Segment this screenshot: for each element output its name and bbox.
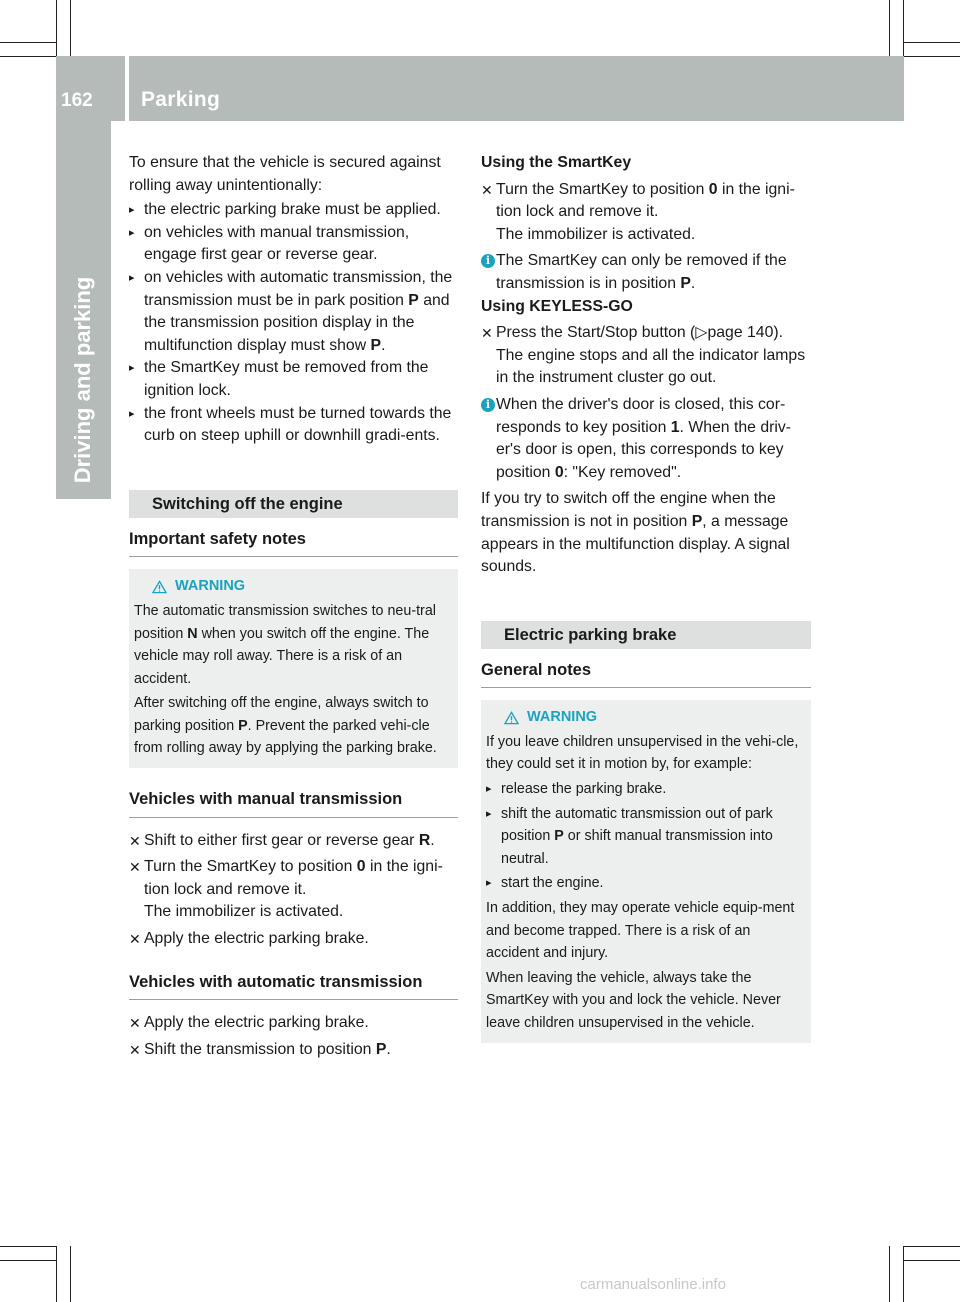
subheading: Using KEYLESS-GO xyxy=(481,297,633,315)
warning-text: In addition, they may operate vehicle equip-ment and become trapped. There is a risk of an accident and injury. xyxy=(486,900,795,962)
crop-mark xyxy=(904,1260,960,1261)
subsection-heading: Vehicles with manual transmission xyxy=(129,788,458,818)
list-item: ▸ shift the automatic transmission out of park position P or shift manual transmission into neutral. xyxy=(486,803,802,871)
left-column xyxy=(129,152,458,1061)
crop-mark xyxy=(70,1246,71,1302)
instruction-step: ✕ Apply the electric parking brake. xyxy=(129,1012,458,1035)
warning-triangle-icon xyxy=(504,711,519,725)
warning-box xyxy=(129,569,458,768)
crop-mark xyxy=(904,1246,960,1247)
step-arrow-icon: ✕ xyxy=(481,325,493,342)
step-result: The engine stops and all the indicator lamps in the instrument cluster go out. xyxy=(496,346,806,387)
list-item: ▸ on vehicles with automatic transmission, the transmission must be in park position P and the transmission position display in the multifunction display must show P. xyxy=(129,267,458,357)
step-result: The immobilizer is activated. xyxy=(496,225,696,243)
list-item: ▸ the electric parking brake must be applied. xyxy=(129,199,458,222)
list-item: ▸ the SmartKey must be removed from the ignition lock. xyxy=(129,357,458,402)
subsection-heading: Vehicles with automatic transmission xyxy=(129,971,458,1001)
info-note: i When the driver's door is closed, this cor-responds to key position 1. When the driv-er's door is open, this corresponds to key position 0: "Key removed". xyxy=(481,394,811,484)
body-paragraph: If you try to switch off the engine when the transmission is not in position P, a message appears in the multifunction display. A signal sounds. xyxy=(481,490,790,576)
section-title: Switching off the engine xyxy=(129,490,458,518)
crop-mark xyxy=(0,56,56,57)
crop-mark xyxy=(56,0,57,56)
instruction-step: ✕ Turn the SmartKey to position 0 in the igni-tion lock and remove it. The immobilizer is activated. xyxy=(129,858,443,921)
step-arrow-icon: ✕ xyxy=(129,1015,141,1032)
crop-mark xyxy=(889,1246,890,1302)
section-title: Electric parking brake xyxy=(481,621,811,649)
step-arrow-icon: ✕ xyxy=(129,859,141,876)
instruction-step: ✕ Turn the SmartKey to position 0 in the igni-tion lock and remove it. The immobilizer is activated. xyxy=(481,180,795,243)
list-item: ▸ on vehicles with manual transmission, engage first gear or reverse gear. xyxy=(129,222,458,267)
list-item: ▸ start the engine. xyxy=(486,872,802,895)
list-item: ▸ the front wheels must be turned towards the curb on steep uphill or downhill gradi-ents. xyxy=(129,403,458,448)
header-divider xyxy=(125,56,129,121)
page-reference-link[interactable]: page 140 xyxy=(707,324,774,342)
instruction-step: ✕ Shift the transmission to position P. xyxy=(129,1039,458,1062)
step-arrow-icon: ✕ xyxy=(129,832,141,849)
warning-text: The automatic transmission switches to neu-tral position N when you switch off the engine. The vehicle may roll away. There is a risk of an accident. xyxy=(134,602,436,687)
crop-mark xyxy=(0,1260,56,1261)
subheading: Using the SmartKey xyxy=(481,154,632,171)
page-ref-icon: ▷ xyxy=(695,324,708,342)
subsection-heading: Important safety notes xyxy=(129,528,458,558)
crop-mark xyxy=(903,1246,904,1302)
step-arrow-icon: ✕ xyxy=(129,931,141,948)
info-icon: i xyxy=(481,398,495,412)
warning-text: If you leave children unsupervised in the vehi-cle, they could set it in motion by, for example: xyxy=(486,733,799,773)
warning-box xyxy=(481,700,811,1042)
warning-title: WARNING xyxy=(152,575,449,598)
list-item: ▸ release the parking brake. xyxy=(486,778,802,801)
crop-mark xyxy=(56,1246,57,1302)
crop-mark xyxy=(889,0,890,56)
crop-mark xyxy=(70,0,71,56)
instruction-step: ✕ Press the Start/Stop button (▷page 140). The engine stops and all the indicator lamps in the instrument cluster go out. xyxy=(481,324,806,387)
crop-mark xyxy=(904,42,960,43)
warning-triangle-icon xyxy=(152,580,167,594)
warning-text: When leaving the vehicle, always take the SmartKey with you and lock the vehicle. Never leave children unsupervised in the vehicle. xyxy=(486,969,781,1031)
intro-text: To ensure that the vehicle is secured against rolling away unintentionally: xyxy=(129,154,441,194)
instruction-step: ✕ Shift to either first gear or reverse gear R. xyxy=(129,830,458,853)
crop-mark xyxy=(0,1246,56,1247)
crop-mark xyxy=(904,56,960,57)
info-note: i The SmartKey can only be removed if the transmission is in position P. xyxy=(481,250,811,295)
crop-mark xyxy=(0,42,56,43)
subsection-heading: General notes xyxy=(481,659,811,689)
step-arrow-icon: ✕ xyxy=(129,1041,141,1058)
page-number: 162 xyxy=(61,90,93,111)
warning-title: WARNING xyxy=(504,706,802,729)
page-title: Parking xyxy=(141,88,221,111)
watermark: carmanualsonline.info xyxy=(580,1276,726,1293)
crop-mark xyxy=(903,0,904,56)
info-icon: i xyxy=(481,254,495,268)
step-result: The immobilizer is activated. xyxy=(144,903,344,921)
instruction-step: ✕ Apply the electric parking brake. xyxy=(129,928,458,951)
step-arrow-icon: ✕ xyxy=(481,181,493,198)
warning-text: After switching off the engine, always switch to parking position P. Prevent the parked vehi-cle from rolling away by applying the parking brake. xyxy=(134,695,437,757)
right-column xyxy=(481,152,811,1043)
chapter-label: Driving and parking xyxy=(70,276,95,484)
